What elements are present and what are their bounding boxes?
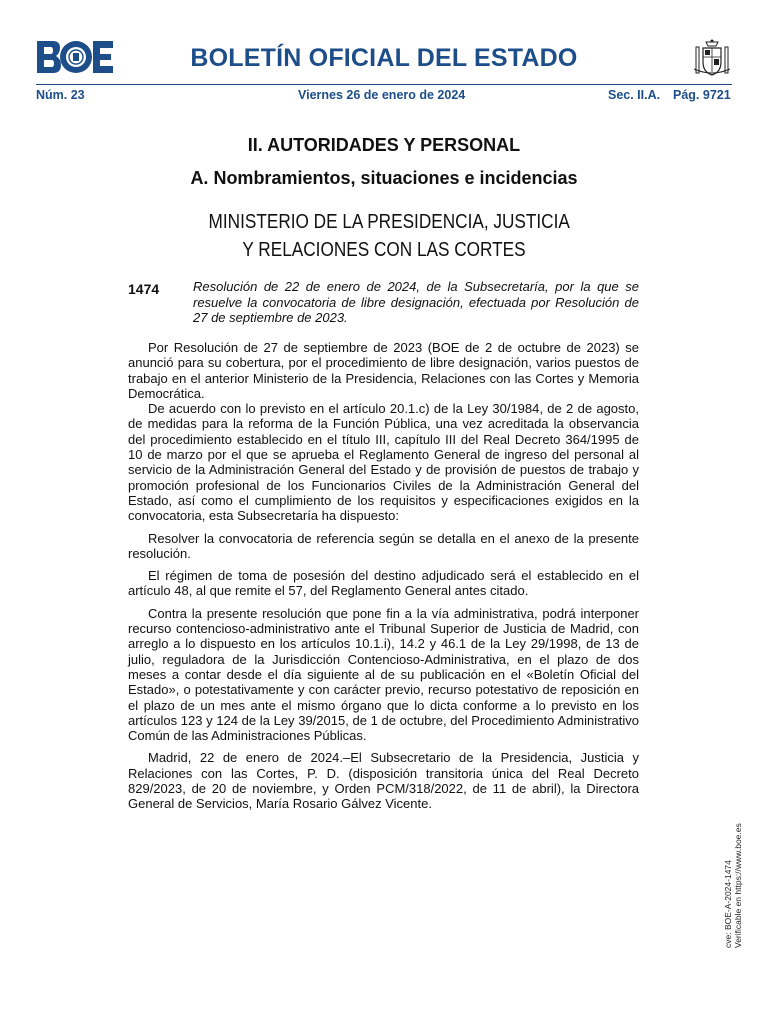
paragraph: Resolver la convocatoria de referencia según se detalla en el anexo de la presente resolución. bbox=[128, 530, 639, 561]
verification-footer bbox=[723, 818, 743, 948]
resolution-title: Resolución de 22 de enero de 2024, de la Subsecretaría, por la que se resuelve la convocatoria de libre designación, efectuada por Resolución de 27 de septiembre de 2023. bbox=[193, 279, 639, 325]
paragraph: Contra la presente resolución que pone fin a la vía administrativa, podrá interponer recurso contencioso-administrativo ante el Tribunal Superior de Justicia de Madrid, con arreglo a lo dispuesto en los artículos 10.1.i), 14.2 y 46.1 de la Ley 29/1998, de 13 de julio, reguladora de la Jurisdicción Contencioso-Administrativa, en el plazo de dos meses a contar desde el día siguiente al de su publicación en el «Boletín Oficial del Estado», o potestativamente y con carácter previo, recurso potestativo de reposición en el plazo de un mes ante el mismo órgano que lo dicta conforme a lo previsto en los artículos 123 y 124 de la Ley 39/2015, de 1 de octubre, del Procedimiento Administrativo Común de las Administraciones Públicas. bbox=[128, 605, 639, 744]
issue-number: Núm. 23 bbox=[36, 88, 85, 102]
signature-paragraph: Madrid, 22 de enero de 2024.–El Subsecretario de la Presidencia, Justicia y Relaciones con las Cortes, P. D. (disposición transitoria única del Real Decreto 829/2023, de 20 de noviembre, y Orden PCM/318/2022, de 11 de abril), la Directora General de Servicios, María Rosario Gálvez Vicente. bbox=[128, 750, 639, 812]
document-body bbox=[128, 340, 639, 812]
boe-logo bbox=[36, 40, 114, 74]
page-number: Pág. 9721 bbox=[673, 88, 731, 102]
section-heading: II. AUTORIDADES Y PERSONAL bbox=[247, 135, 521, 155]
gazette-title: BOLETÍN OFICIAL DEL ESTADO bbox=[190, 44, 578, 72]
ministry-heading bbox=[208, 208, 570, 264]
header-rule bbox=[36, 84, 732, 85]
subsection-heading: A. Nombramientos, situaciones e incidencias bbox=[190, 168, 578, 188]
paragraph: Por Resolución de 27 de septiembre de 2023 (BOE de 2 de octubre de 2023) se anunció para su cobertura, por el procedimiento de libre designación, varios puestos de trabajo en el anterior Ministerio de la Presidencia, Relaciones con las Cortes y Memoria Democrática. bbox=[128, 340, 639, 401]
ministry-line-1: MINISTERIO DE LA PRESIDENCIA, JUSTICIA bbox=[208, 211, 570, 233]
verification-link[interactable]: Verificable en https://www.boe.es bbox=[733, 823, 743, 948]
section-code: Sec. II.A. bbox=[608, 88, 661, 102]
coat-of-arms-icon bbox=[692, 38, 732, 78]
issue-date: Viernes 26 de enero de 2024 bbox=[298, 88, 466, 102]
cve-code: cve: BOE-A-2024-1474 bbox=[723, 860, 733, 948]
paragraph: El régimen de toma de posesión del destino adjudicado será el establecido en el artículo 48, al que remite el 57, del Reglamento General antes citado. bbox=[128, 568, 639, 599]
ministry-line-2: Y RELACIONES CON LAS CORTES bbox=[242, 239, 526, 261]
paragraph: De acuerdo con lo previsto en el artículo 20.1.c) de la Ley 30/1984, de 2 de agosto, de medidas para la reforma de la Función Pública, una vez acreditada la observancia del procedimiento establecido en el título III, capítulo III del Real Decreto 364/1995 de 10 de marzo por el que se aprueba el Reglamento General de ingreso del personal al servicio de la Administración General del Estado y de provisión de puestos de trabajo y promoción profesional de los Funcionarios Civiles de la Administración General del Estado, así como el cumplimiento de los requisitos y especificaciones exigidos en la convocatoria, esta Subsecretaría ha dispuesto: bbox=[128, 401, 639, 524]
resolution-number: 1474 bbox=[128, 281, 160, 297]
